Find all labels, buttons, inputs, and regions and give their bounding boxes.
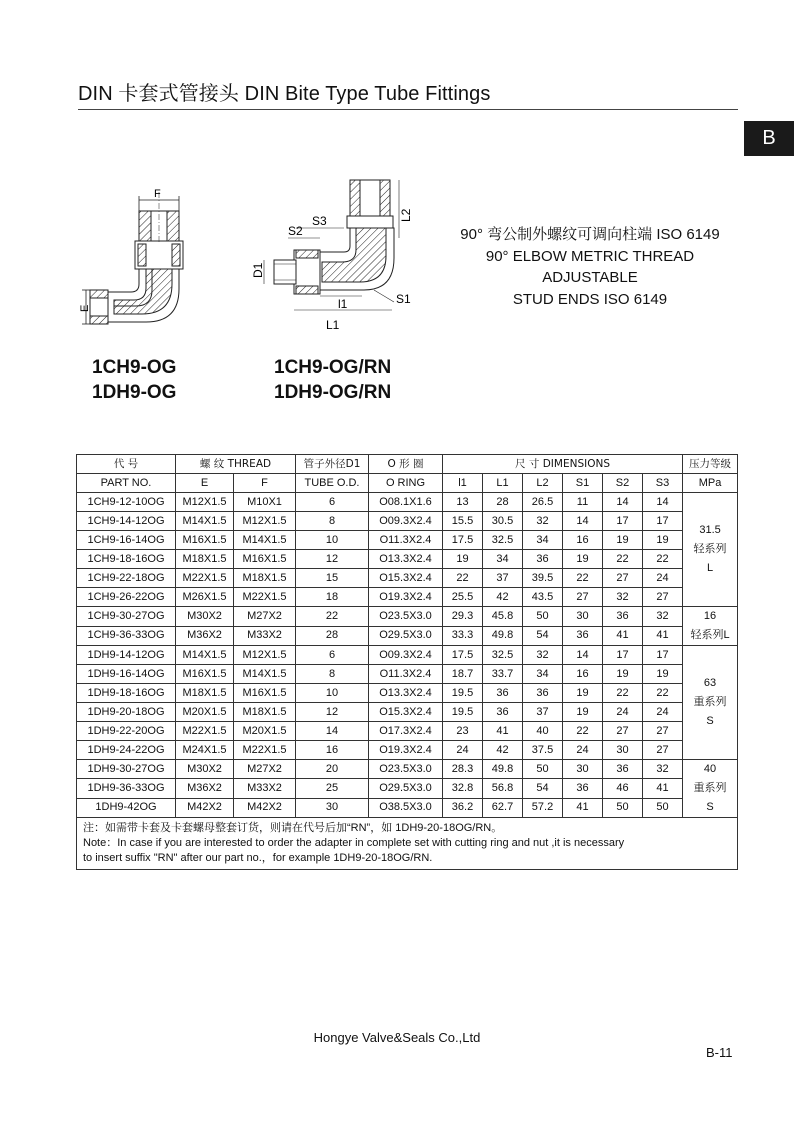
- cell-dim-l2: 26.5: [523, 493, 563, 512]
- cell-dim-l1: 49.8: [483, 626, 523, 646]
- cell-o-ring: O11.3X2.4: [369, 531, 443, 550]
- cell-tube-od: 30: [296, 798, 369, 817]
- cell-dim-s2: 32: [603, 588, 643, 607]
- cell-dim-s3: 27: [643, 722, 683, 741]
- cell-dim-l2: 34: [523, 531, 563, 550]
- cell-part-no: 1CH9-22-18OG: [77, 569, 176, 588]
- note-line-en-2: to insert suffix "RN" after our part no.，for example 1DH9-20-18OG/RN.: [83, 852, 433, 864]
- pressure-grade-line: 16: [703, 610, 717, 622]
- note-cell: [77, 818, 738, 870]
- cell-dim-s3: 24: [643, 569, 683, 588]
- note-row: [77, 818, 738, 870]
- cell-dim-l1-small: 17.5: [443, 646, 483, 665]
- table-row: [77, 703, 738, 722]
- section-tab: B: [744, 121, 794, 156]
- cell-tube-od: 10: [296, 531, 369, 550]
- cell-dim-s2: 17: [603, 646, 643, 665]
- cell-dim-s2: 22: [603, 550, 643, 569]
- cell-thread-e: M22X1.5: [176, 569, 234, 588]
- page-number: B-11: [706, 1045, 733, 1060]
- pressure-grade-cell: [683, 646, 738, 760]
- cell-dim-l1: 33.7: [483, 665, 523, 684]
- cell-dim-s1: 36: [563, 779, 603, 798]
- dim-label-s1: S1: [396, 292, 411, 306]
- cell-thread-e: M18X1.5: [176, 550, 234, 569]
- cell-part-no: 1DH9-20-18OG: [77, 703, 176, 722]
- cell-dim-s2: 22: [603, 684, 643, 703]
- cell-dim-s2: 27: [603, 569, 643, 588]
- cell-thread-f: M27X2: [234, 760, 296, 779]
- cell-dim-s2: 50: [603, 798, 643, 817]
- header-part-no: PART NO.: [77, 474, 176, 493]
- cell-dim-s3: 14: [643, 493, 683, 512]
- spec-table: [76, 454, 738, 870]
- pressure-grade-line: 轻系列: [693, 543, 727, 555]
- cell-part-no: 1CH9-18-16OG: [77, 550, 176, 569]
- cell-thread-e: M16X1.5: [176, 531, 234, 550]
- cell-dim-l1: 49.8: [483, 760, 523, 779]
- cell-thread-e: M18X1.5: [176, 684, 234, 703]
- fitting-drawing-right: [244, 178, 420, 336]
- cell-o-ring: O29.5X3.0: [369, 626, 443, 646]
- cell-o-ring: O19.3X2.4: [369, 741, 443, 760]
- cell-dim-l2: 50: [523, 607, 563, 627]
- cell-dim-s1: 30: [563, 760, 603, 779]
- cell-dim-s2: 36: [603, 607, 643, 627]
- cell-o-ring: O19.3X2.4: [369, 588, 443, 607]
- pressure-grade-line: S: [706, 715, 714, 727]
- cell-dim-s2: 41: [603, 626, 643, 646]
- header-tube-od: TUBE O.D.: [296, 474, 369, 493]
- cell-dim-s1: 24: [563, 741, 603, 760]
- cell-dim-l1-small: 24: [443, 741, 483, 760]
- table-row: [77, 665, 738, 684]
- cell-o-ring: O08.1X1.6: [369, 493, 443, 512]
- cell-dim-s1: 16: [563, 665, 603, 684]
- cell-dim-l1-small: 32.8: [443, 779, 483, 798]
- cell-dim-s1: 41: [563, 798, 603, 817]
- dim-label-f: F: [154, 188, 161, 200]
- cell-thread-f: M16X1.5: [234, 550, 296, 569]
- cell-dim-l1: 28: [483, 493, 523, 512]
- cell-o-ring: O09.3X2.4: [369, 646, 443, 665]
- cell-tube-od: 28: [296, 626, 369, 646]
- cell-tube-od: 16: [296, 741, 369, 760]
- cell-o-ring: O15.3X2.4: [369, 569, 443, 588]
- cell-dim-s2: 46: [603, 779, 643, 798]
- cell-dim-s3: 22: [643, 550, 683, 569]
- cell-tube-od: 14: [296, 722, 369, 741]
- cell-thread-e: M20X1.5: [176, 703, 234, 722]
- cell-part-no: 1CH9-14-12OG: [77, 512, 176, 531]
- cell-tube-od: 12: [296, 550, 369, 569]
- table-row: [77, 607, 738, 627]
- footer-company: Hongye Valve&Seals Co.,Ltd: [313, 1030, 481, 1045]
- header-mpa: MPa: [683, 474, 738, 493]
- cell-dim-s3: 24: [643, 703, 683, 722]
- pressure-grade-cell: [683, 760, 738, 818]
- page-title: DIN 卡套式管接头 DIN Bite Type Tube Fittings: [78, 83, 491, 105]
- cell-thread-f: M12X1.5: [234, 646, 296, 665]
- right-code-1: 1CH9-OG/RN: [274, 357, 392, 378]
- dim-label-l1: L1: [326, 318, 340, 332]
- header-f: F: [234, 474, 296, 493]
- cell-part-no: 1CH9-16-14OG: [77, 531, 176, 550]
- note-line-en-1: Note：In case if you are interested to order the adapter in complete set with cutting ring and nut ,it is necessary: [83, 837, 625, 849]
- header-pressure: 压力等级: [683, 455, 738, 474]
- cell-dim-s1: 36: [563, 626, 603, 646]
- cell-dim-s1: 22: [563, 722, 603, 741]
- cell-dim-s1: 11: [563, 493, 603, 512]
- cell-dim-l1-small: 19.5: [443, 684, 483, 703]
- cell-dim-s2: 30: [603, 741, 643, 760]
- cell-part-no: 1DH9-16-14OG: [77, 665, 176, 684]
- cell-dim-s1: 14: [563, 646, 603, 665]
- cell-part-no: 1DH9-30-27OG: [77, 760, 176, 779]
- table-row: [77, 779, 738, 798]
- cell-part-no: 1DH9-42OG: [77, 798, 176, 817]
- cell-dim-l1: 41: [483, 722, 523, 741]
- left-code-2: 1DH9-OG: [92, 382, 177, 403]
- cell-dim-l1-small: 17.5: [443, 531, 483, 550]
- cell-thread-e: M42X2: [176, 798, 234, 817]
- title-divider: [78, 109, 738, 110]
- cell-dim-l2: 57.2: [523, 798, 563, 817]
- cell-thread-e: M16X1.5: [176, 665, 234, 684]
- header-thread: 螺 纹 THREAD: [176, 455, 296, 474]
- table-row: [77, 512, 738, 531]
- cell-dim-s2: 24: [603, 703, 643, 722]
- pressure-grade-line: 重系列: [693, 696, 727, 708]
- cell-dim-s3: 17: [643, 646, 683, 665]
- cell-dim-l1: 56.8: [483, 779, 523, 798]
- cell-dim-l1-small: 33.3: [443, 626, 483, 646]
- description-en-2: ADJUSTABLE: [542, 269, 638, 286]
- cell-dim-l1-small: 13: [443, 493, 483, 512]
- pressure-grade-line: 轻系列L: [690, 629, 730, 641]
- table-row: [77, 626, 738, 646]
- note-line-zh: 注：如需带卡套及卡套螺母整套订货，则请在代号后加“RN”，如 1DH9-20-18OG/RN。: [83, 822, 503, 834]
- header-o-ring: O RING: [369, 474, 443, 493]
- cell-tube-od: 8: [296, 512, 369, 531]
- cell-dim-s3: 41: [643, 626, 683, 646]
- cell-o-ring: O38.5X3.0: [369, 798, 443, 817]
- cell-thread-e: M30X2: [176, 760, 234, 779]
- cell-thread-f: M27X2: [234, 607, 296, 627]
- cell-dim-l2: 50: [523, 760, 563, 779]
- cell-dim-l2: 40: [523, 722, 563, 741]
- cell-dim-l2: 36: [523, 550, 563, 569]
- cell-dim-s1: 30: [563, 607, 603, 627]
- cell-thread-e: M14X1.5: [176, 646, 234, 665]
- cell-tube-od: 6: [296, 646, 369, 665]
- cell-tube-od: 12: [296, 703, 369, 722]
- description-en-3: STUD ENDS ISO 6149: [512, 290, 668, 308]
- table-row: [77, 531, 738, 550]
- cell-tube-od: 25: [296, 779, 369, 798]
- cell-thread-f: M14X1.5: [234, 531, 296, 550]
- cell-dim-s3: 41: [643, 779, 683, 798]
- cell-thread-e: M36X2: [176, 626, 234, 646]
- table-body: [77, 493, 738, 818]
- cell-dim-l1: 42: [483, 741, 523, 760]
- cell-dim-l1-small: 25.5: [443, 588, 483, 607]
- cell-dim-l2: 37.5: [523, 741, 563, 760]
- cell-dim-l1: 32.5: [483, 531, 523, 550]
- cell-dim-s1: 19: [563, 703, 603, 722]
- cell-thread-f: M16X1.5: [234, 684, 296, 703]
- cell-dim-s3: 27: [643, 588, 683, 607]
- cell-thread-e: M12X1.5: [176, 493, 234, 512]
- header-tube: 管子外径D1: [296, 455, 369, 474]
- cell-dim-l1: 42: [483, 588, 523, 607]
- left-code-1: 1CH9-OG: [92, 357, 177, 378]
- dim-label-d1: D1: [251, 262, 265, 278]
- cell-part-no: 1CH9-12-10OG: [77, 493, 176, 512]
- cell-tube-od: 15: [296, 569, 369, 588]
- cell-dim-l1-small: 22: [443, 569, 483, 588]
- cell-o-ring: O11.3X2.4: [369, 665, 443, 684]
- table-header-zh-row: [77, 455, 738, 474]
- table-row: [77, 588, 738, 607]
- cell-o-ring: O15.3X2.4: [369, 703, 443, 722]
- cell-thread-e: M14X1.5: [176, 512, 234, 531]
- cell-thread-f: M14X1.5: [234, 665, 296, 684]
- pressure-grade-cell: [683, 607, 738, 646]
- cell-dim-s2: 19: [603, 665, 643, 684]
- pressure-grade-line: 40: [703, 763, 717, 775]
- cell-tube-od: 22: [296, 607, 369, 627]
- pressure-grade-line: 重系列: [693, 782, 727, 794]
- cell-dim-s1: 19: [563, 684, 603, 703]
- cell-dim-s2: 36: [603, 760, 643, 779]
- dim-label-l2: L2: [399, 208, 413, 222]
- header-l1: L1: [483, 474, 523, 493]
- table-row: [77, 493, 738, 512]
- table-row: [77, 550, 738, 569]
- pressure-grade-line: S: [706, 801, 714, 813]
- cell-dim-s2: 14: [603, 493, 643, 512]
- cell-dim-s3: 19: [643, 665, 683, 684]
- dim-label-s2: S2: [288, 224, 303, 238]
- cell-dim-s3: 17: [643, 512, 683, 531]
- dim-label-s3: S3: [312, 214, 327, 228]
- cell-o-ring: O13.3X2.4: [369, 550, 443, 569]
- dim-label-e: E: [79, 304, 91, 312]
- cell-o-ring: O17.3X2.4: [369, 722, 443, 741]
- table-row: [77, 760, 738, 779]
- table-row: [77, 646, 738, 665]
- header-code: 代 号: [77, 455, 176, 474]
- cell-dim-s3: 19: [643, 531, 683, 550]
- cell-thread-f: M18X1.5: [234, 569, 296, 588]
- cell-thread-f: M33X2: [234, 779, 296, 798]
- pressure-grade-line: 63: [703, 677, 717, 689]
- cell-o-ring: O29.5X3.0: [369, 779, 443, 798]
- product-description: [440, 224, 740, 310]
- cell-thread-e: M26X1.5: [176, 588, 234, 607]
- table-row: [77, 722, 738, 741]
- dim-label-l1-small: l1: [338, 297, 348, 311]
- cell-dim-l2: 43.5: [523, 588, 563, 607]
- cell-thread-f: M22X1.5: [234, 741, 296, 760]
- cell-tube-od: 10: [296, 684, 369, 703]
- cell-dim-s3: 32: [643, 607, 683, 627]
- cell-dim-s3: 50: [643, 798, 683, 817]
- cell-part-no: 1DH9-24-22OG: [77, 741, 176, 760]
- cell-o-ring: O09.3X2.4: [369, 512, 443, 531]
- cell-dim-l1: 36: [483, 684, 523, 703]
- cell-part-no: 1DH9-36-33OG: [77, 779, 176, 798]
- cell-dim-l2: 37: [523, 703, 563, 722]
- cell-thread-f: M10X1: [234, 493, 296, 512]
- cell-dim-s1: 19: [563, 550, 603, 569]
- right-code-2: 1DH9-OG/RN: [274, 382, 392, 403]
- cell-part-no: 1DH9-18-16OG: [77, 684, 176, 703]
- cell-o-ring: O23.5X3.0: [369, 760, 443, 779]
- cell-dim-l1-small: 23: [443, 722, 483, 741]
- cell-dim-l2: 39.5: [523, 569, 563, 588]
- cell-dim-l2: 54: [523, 779, 563, 798]
- cell-tube-od: 18: [296, 588, 369, 607]
- cell-dim-l1-small: 19: [443, 550, 483, 569]
- cell-dim-s2: 27: [603, 722, 643, 741]
- right-part-codes: [274, 355, 391, 405]
- cell-o-ring: O23.5X3.0: [369, 607, 443, 627]
- cell-thread-f: M18X1.5: [234, 703, 296, 722]
- cell-dim-l1: 62.7: [483, 798, 523, 817]
- cell-tube-od: 8: [296, 665, 369, 684]
- cell-dim-l2: 36: [523, 684, 563, 703]
- header-e: E: [176, 474, 234, 493]
- cell-dim-s1: 14: [563, 512, 603, 531]
- cell-thread-f: M12X1.5: [234, 512, 296, 531]
- cell-dim-s3: 22: [643, 684, 683, 703]
- description-zh: 90° 弯公制外螺纹可调向柱端 ISO 6149: [460, 226, 720, 243]
- table-row: [77, 684, 738, 703]
- cell-dim-l1: 36: [483, 703, 523, 722]
- header-l2: L2: [523, 474, 563, 493]
- cell-thread-e: M22X1.5: [176, 722, 234, 741]
- cell-tube-od: 6: [296, 493, 369, 512]
- cell-part-no: 1CH9-36-33OG: [77, 626, 176, 646]
- cell-dim-l2: 54: [523, 626, 563, 646]
- pressure-grade-line: L: [706, 562, 714, 574]
- header-l1-small: l1: [443, 474, 483, 493]
- table-row: [77, 741, 738, 760]
- cell-thread-e: M30X2: [176, 607, 234, 627]
- cell-dim-l2: 34: [523, 665, 563, 684]
- pressure-grade-line: 31.5: [699, 524, 721, 536]
- cell-dim-l1-small: 15.5: [443, 512, 483, 531]
- cell-o-ring: O13.3X2.4: [369, 684, 443, 703]
- cell-dim-l1: 34: [483, 550, 523, 569]
- pressure-grade-cell: [683, 493, 738, 607]
- cell-part-no: 1DH9-22-20OG: [77, 722, 176, 741]
- table-row: [77, 798, 738, 817]
- cell-dim-l1: 45.8: [483, 607, 523, 627]
- cell-thread-f: M42X2: [234, 798, 296, 817]
- left-part-codes: [92, 355, 176, 405]
- header-s1: S1: [563, 474, 603, 493]
- cell-dim-s1: 27: [563, 588, 603, 607]
- cell-thread-f: M22X1.5: [234, 588, 296, 607]
- cell-part-no: 1CH9-30-27OG: [77, 607, 176, 627]
- cell-thread-e: M24X1.5: [176, 741, 234, 760]
- fitting-drawing-left: [76, 184, 216, 336]
- cell-thread-e: M36X2: [176, 779, 234, 798]
- cell-dim-s2: 19: [603, 531, 643, 550]
- table-header-en-row: [77, 474, 738, 493]
- cell-thread-f: M20X1.5: [234, 722, 296, 741]
- cell-dim-l1: 32.5: [483, 646, 523, 665]
- header-oring: O 形 圈: [369, 455, 443, 474]
- cell-dim-s3: 32: [643, 760, 683, 779]
- cell-dim-l1: 37: [483, 569, 523, 588]
- cell-dim-l2: 32: [523, 512, 563, 531]
- cell-thread-f: M33X2: [234, 626, 296, 646]
- cell-dim-l1-small: 29.3: [443, 607, 483, 627]
- cell-dim-s2: 17: [603, 512, 643, 531]
- header-s2: S2: [603, 474, 643, 493]
- description-en-1: 90° ELBOW METRIC THREAD: [485, 247, 695, 265]
- cell-tube-od: 20: [296, 760, 369, 779]
- cell-dim-l1-small: 19.5: [443, 703, 483, 722]
- header-dimensions: 尺 寸 DIMENSIONS: [443, 455, 683, 474]
- cell-dim-l1-small: 18.7: [443, 665, 483, 684]
- cell-part-no: 1CH9-26-22OG: [77, 588, 176, 607]
- cell-dim-l1-small: 28.3: [443, 760, 483, 779]
- cell-dim-s3: 27: [643, 741, 683, 760]
- cell-part-no: 1DH9-14-12OG: [77, 646, 176, 665]
- cell-dim-s1: 22: [563, 569, 603, 588]
- cell-dim-l1: 30.5: [483, 512, 523, 531]
- cell-dim-s1: 16: [563, 531, 603, 550]
- table-row: [77, 569, 738, 588]
- cell-dim-l2: 32: [523, 646, 563, 665]
- cell-dim-l1-small: 36.2: [443, 798, 483, 817]
- header-s3: S3: [643, 474, 683, 493]
